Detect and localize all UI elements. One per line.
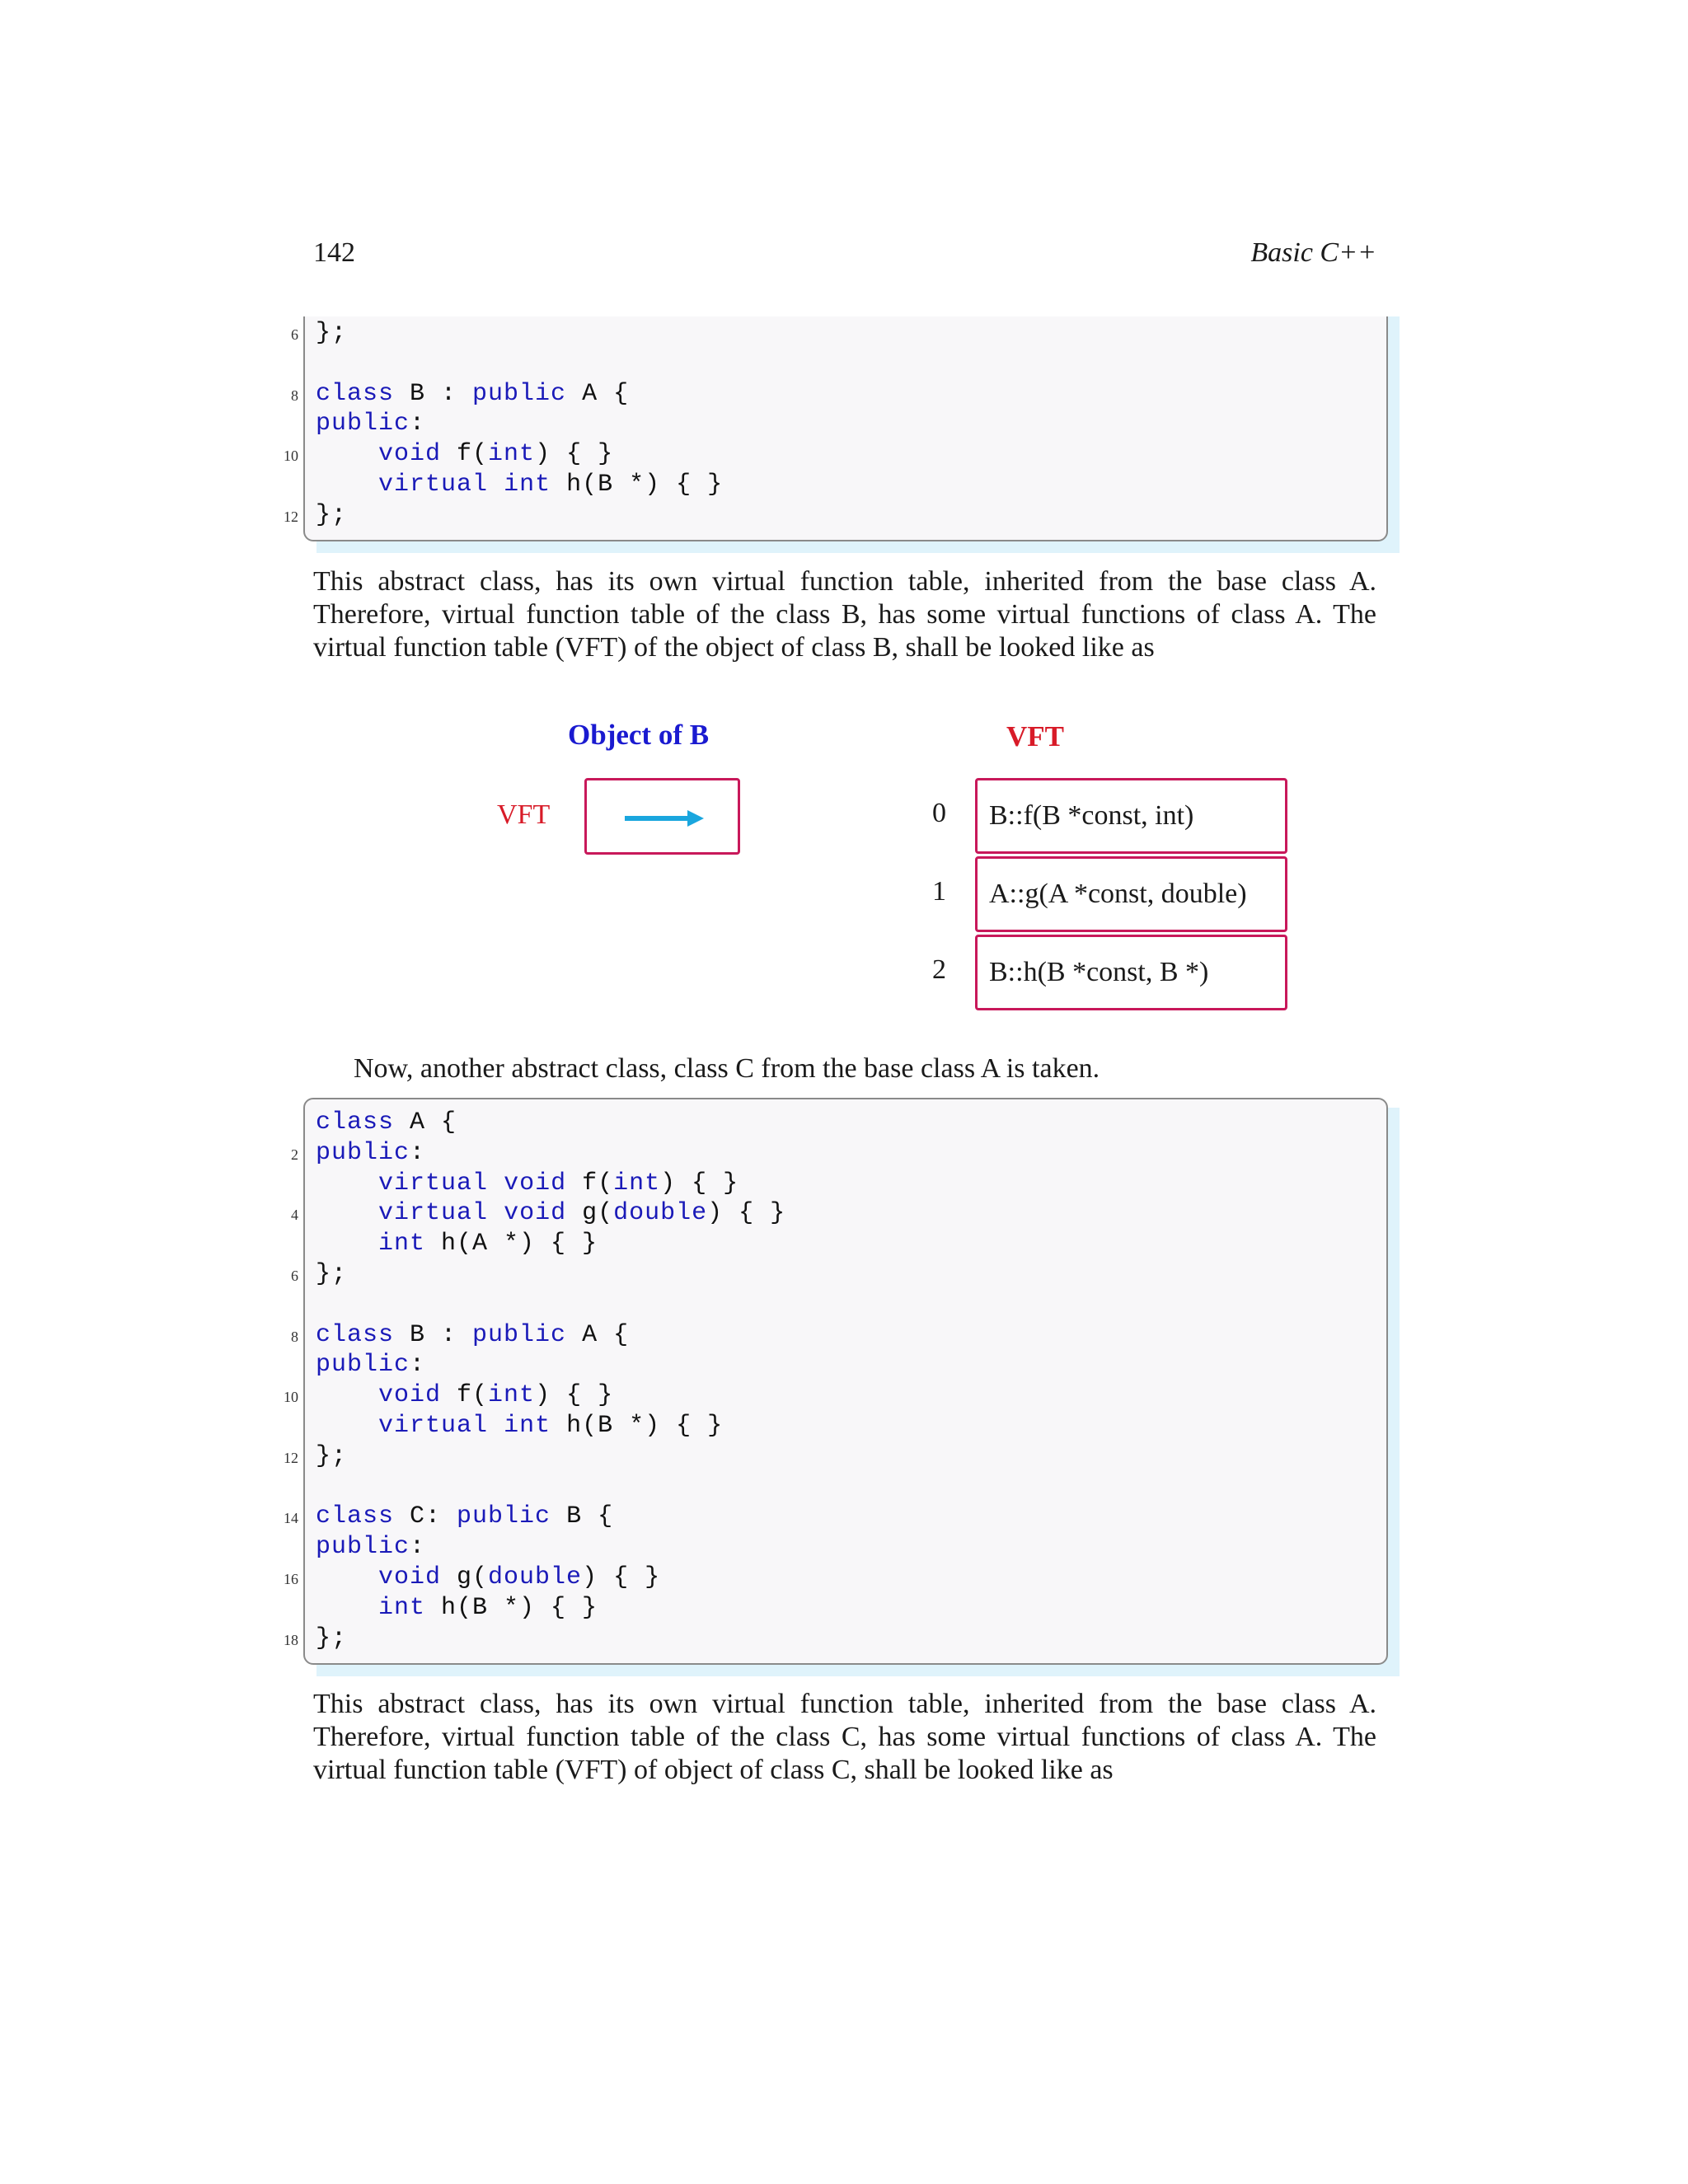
code-token bbox=[316, 1199, 378, 1227]
code-token: C: bbox=[394, 1502, 457, 1531]
code-keyword: class bbox=[316, 1320, 395, 1349]
code-token bbox=[488, 1199, 504, 1227]
code-token: B : bbox=[394, 379, 473, 408]
code-token: : bbox=[410, 1533, 426, 1562]
code-token: g( bbox=[566, 1199, 614, 1228]
paragraph-1: This abstract class, has its own virtual function table, inherited from the base class A. Therefore, virtual function table of the class B, has some virtual functions of class A. The virtual function table (VFT) of the object of class B, shall be looked like as bbox=[313, 566, 1376, 663]
code-line bbox=[316, 1229, 598, 1259]
line-number: 10 bbox=[284, 1389, 298, 1406]
code-token: A { bbox=[394, 1108, 457, 1137]
code-token bbox=[316, 440, 378, 468]
line-number: 2 bbox=[291, 1146, 298, 1163]
line-number: 8 bbox=[291, 387, 298, 404]
code-token: }; bbox=[316, 1260, 348, 1288]
code-line bbox=[316, 379, 629, 410]
vft-entry-text: A::g(A *const, double) bbox=[989, 879, 1247, 909]
line-number: 10 bbox=[284, 448, 298, 465]
code-line bbox=[316, 1563, 660, 1593]
code-token: h(B *) { } bbox=[551, 471, 724, 499]
code-line bbox=[316, 1411, 723, 1441]
code-keyword: virtual bbox=[378, 1199, 489, 1228]
line-number: 6 bbox=[291, 326, 298, 343]
code-keyword: double bbox=[613, 1199, 708, 1228]
code-token: h(B *) { } bbox=[425, 1593, 598, 1622]
code-token: }; bbox=[316, 1441, 348, 1470]
object-title: Object of B bbox=[568, 719, 710, 751]
code-token bbox=[316, 1412, 378, 1440]
code-line bbox=[316, 1502, 613, 1532]
code-token: }; bbox=[316, 500, 348, 529]
code-token: : bbox=[410, 410, 426, 438]
code-token bbox=[488, 471, 504, 499]
code-token bbox=[316, 1230, 378, 1258]
code-line bbox=[316, 1624, 347, 1654]
line-number: 12 bbox=[284, 508, 298, 525]
code-line bbox=[316, 1138, 425, 1169]
vft-index: 2 bbox=[932, 954, 946, 985]
code-keyword: double bbox=[488, 1563, 583, 1591]
code-token bbox=[488, 1412, 504, 1440]
code-token: A { bbox=[566, 379, 630, 408]
code-line bbox=[316, 318, 347, 349]
code-token: A { bbox=[566, 1320, 630, 1349]
code-line bbox=[316, 1350, 425, 1380]
line-number: 6 bbox=[291, 1268, 298, 1284]
code-block-1 bbox=[303, 316, 1388, 541]
code-token: f( bbox=[441, 1381, 489, 1410]
code-line bbox=[316, 1108, 457, 1138]
code-keyword: int bbox=[378, 1230, 426, 1258]
code-keyword: void bbox=[378, 440, 442, 469]
code-line bbox=[316, 1593, 598, 1624]
code-token bbox=[316, 1169, 378, 1197]
line-number: 16 bbox=[284, 1571, 298, 1587]
object-vptr-box bbox=[584, 778, 740, 855]
vft-pointer-label: VFT bbox=[497, 799, 551, 830]
code-token: : bbox=[410, 1351, 426, 1380]
code-keyword: void bbox=[378, 1381, 442, 1410]
code-keyword: int bbox=[378, 1593, 426, 1622]
code-keyword: public bbox=[457, 1502, 551, 1531]
code-token: B { bbox=[551, 1502, 614, 1531]
code-line bbox=[316, 500, 347, 531]
vft-index: 1 bbox=[932, 876, 946, 907]
vft-entry-box bbox=[975, 935, 1287, 1010]
code-token bbox=[488, 1169, 504, 1197]
line-number: 14 bbox=[284, 1510, 298, 1527]
code-token bbox=[316, 471, 378, 499]
code-token: f( bbox=[566, 1169, 614, 1197]
code-line bbox=[316, 1169, 738, 1199]
line-number: 8 bbox=[291, 1328, 298, 1345]
code-token: h(A *) { } bbox=[425, 1230, 598, 1258]
code-token: g( bbox=[441, 1563, 489, 1591]
code-keyword: void bbox=[504, 1169, 567, 1197]
code-token: }; bbox=[316, 319, 348, 347]
vft-entry-box bbox=[975, 856, 1287, 932]
code-line bbox=[316, 439, 613, 470]
code-keyword: int bbox=[613, 1169, 661, 1197]
code-keyword: int bbox=[488, 1381, 536, 1410]
code-keyword: class bbox=[316, 1502, 395, 1531]
line-number: 18 bbox=[284, 1631, 298, 1648]
code-keyword: void bbox=[378, 1563, 442, 1591]
code-token: ) { } bbox=[582, 1563, 661, 1591]
code-keyword: class bbox=[316, 379, 395, 408]
code-line bbox=[316, 1441, 347, 1472]
code-line bbox=[316, 409, 425, 439]
code-token: ) { } bbox=[535, 440, 614, 469]
vft-entry-box bbox=[975, 778, 1287, 854]
page-number: 142 bbox=[313, 237, 355, 268]
code-token: B : bbox=[394, 1320, 473, 1349]
code-line bbox=[316, 1259, 347, 1290]
code-keyword: public bbox=[316, 1351, 410, 1380]
code-token: ) { } bbox=[535, 1381, 614, 1410]
code-keyword: public bbox=[316, 1533, 410, 1562]
paragraph-3: This abstract class, has its own virtual function table, inherited from the base class A. Therefore, virtual function table of the class C, has some virtual functions of class A. The virtual function table (VFT) of object of class C, shall be looked like as bbox=[313, 1689, 1376, 1785]
line-number: 12 bbox=[284, 1449, 298, 1466]
code-token: ) { } bbox=[660, 1169, 739, 1197]
code-token: h(B *) { } bbox=[551, 1412, 724, 1440]
pointer-arrow bbox=[587, 780, 738, 852]
code-keyword: class bbox=[316, 1108, 395, 1137]
code-token: }; bbox=[316, 1624, 348, 1652]
vft-entry-text: B::h(B *const, B *) bbox=[989, 957, 1209, 987]
code-keyword: virtual bbox=[378, 1412, 489, 1440]
code-keyword: virtual bbox=[378, 1169, 489, 1197]
code-token bbox=[316, 1381, 378, 1409]
code-line bbox=[316, 1532, 425, 1563]
running-title: Basic C++ bbox=[1250, 237, 1376, 268]
code-line bbox=[316, 1198, 785, 1229]
vft-entry-text: B::f(B *const, int) bbox=[989, 800, 1194, 831]
line-number: 4 bbox=[291, 1207, 298, 1224]
code-line bbox=[316, 1380, 613, 1411]
code-keyword: void bbox=[504, 1199, 567, 1228]
vft-index: 0 bbox=[932, 798, 946, 828]
code-keyword: int bbox=[504, 471, 551, 499]
code-line bbox=[316, 1320, 629, 1351]
code-keyword: public bbox=[316, 1138, 410, 1167]
code-keyword: int bbox=[488, 440, 536, 469]
code-token bbox=[316, 1563, 378, 1591]
code-keyword: virtual bbox=[378, 471, 489, 499]
code-token bbox=[316, 1594, 378, 1622]
code-token: f( bbox=[441, 440, 489, 469]
code-keyword: public bbox=[472, 379, 567, 408]
vft-title: VFT bbox=[1006, 720, 1064, 752]
code-line bbox=[316, 470, 723, 500]
code-keyword: int bbox=[504, 1412, 551, 1440]
code-token: ) { } bbox=[707, 1199, 786, 1228]
code-token: : bbox=[410, 1138, 426, 1167]
code-keyword: public bbox=[472, 1320, 567, 1349]
paragraph-2: Now, another abstract class, class C from the base class A is taken. bbox=[354, 1053, 1100, 1084]
code-keyword: public bbox=[316, 410, 410, 438]
